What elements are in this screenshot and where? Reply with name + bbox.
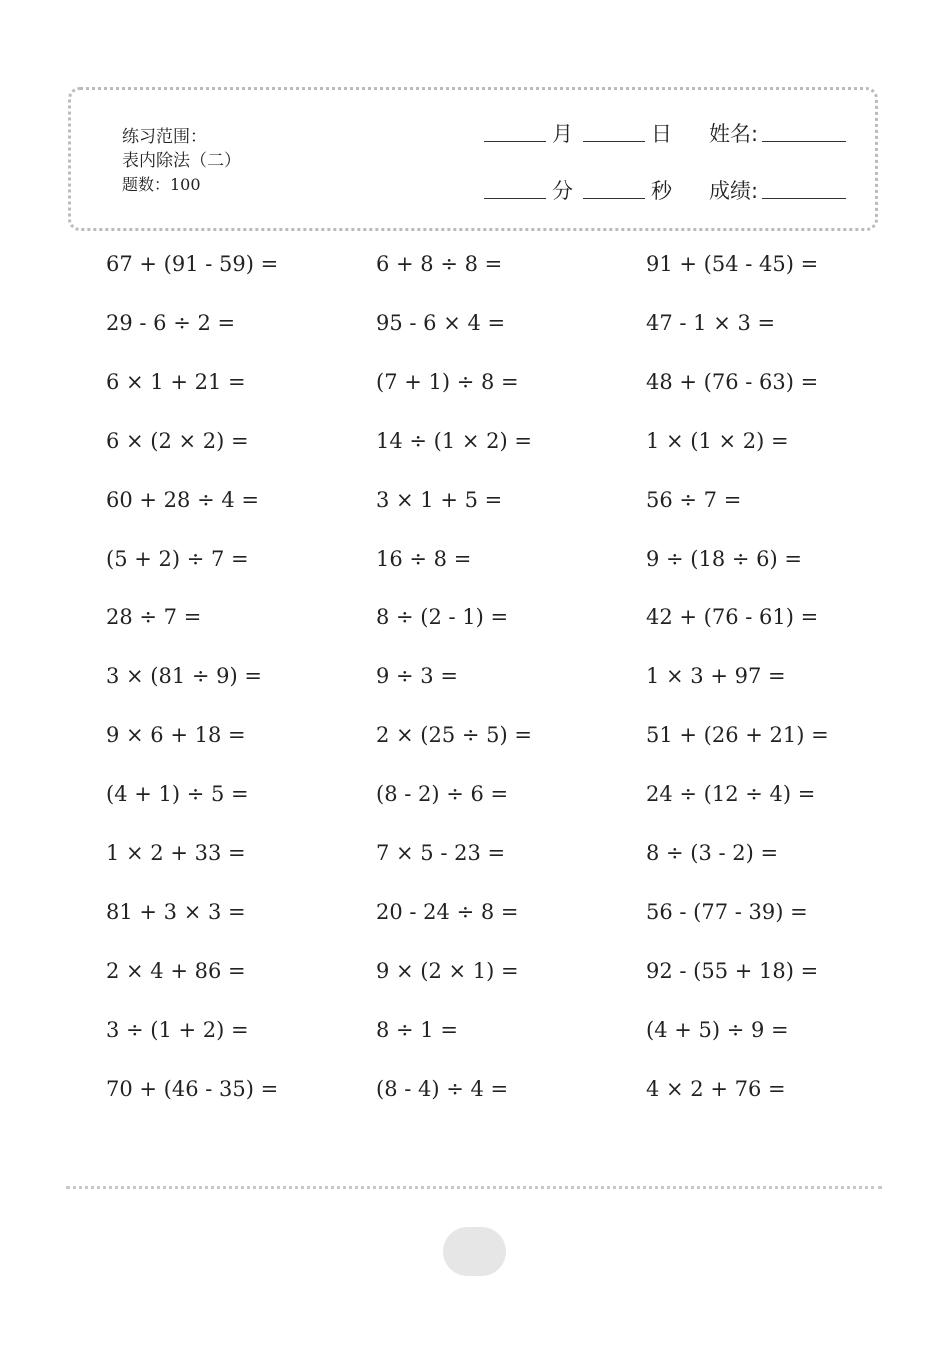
problem-item: 51 + (26 + 21) = bbox=[646, 723, 829, 748]
problem-item: (7 + 1) ÷ 8 = bbox=[376, 369, 519, 394]
second-label: 秒 bbox=[651, 179, 672, 203]
problem-item: 8 ÷ 1 = bbox=[376, 1017, 458, 1042]
worksheet-info bbox=[122, 125, 241, 197]
problem-item: 4 × 2 + 76 = bbox=[646, 1076, 786, 1101]
minute-blank[interactable] bbox=[484, 197, 546, 199]
problem-item: 2 × (25 ÷ 5) = bbox=[376, 723, 532, 748]
problem-item: 8 ÷ (2 - 1) = bbox=[376, 605, 509, 630]
month-label: 月 bbox=[552, 122, 573, 146]
name-label: 姓名: bbox=[709, 122, 759, 146]
range-label: 练习范围： bbox=[122, 127, 207, 147]
month-field[interactable] bbox=[484, 118, 579, 148]
problem-item: 48 + (76 - 63) = bbox=[646, 369, 819, 394]
problem-item: 3 × 1 + 5 = bbox=[376, 487, 503, 512]
problem-item: 8 ÷ (3 - 2) = bbox=[646, 841, 779, 865]
problem-item: 3 × (81 ÷ 9) = bbox=[106, 664, 262, 689]
problem-item: 1 × 2 + 33 = bbox=[106, 841, 246, 865]
problem-item: (4 + 5) ÷ 9 = bbox=[646, 1017, 789, 1042]
problem-item: (8 - 4) ÷ 4 = bbox=[376, 1076, 509, 1101]
problem-item: 42 + (76 - 61) = bbox=[646, 605, 819, 630]
problem-item: 28 ÷ 7 = bbox=[106, 605, 202, 630]
problem-item: 2 × 4 + 86 = bbox=[106, 958, 246, 983]
day-label: 日 bbox=[651, 122, 672, 146]
problem-item: 9 × (2 × 1) = bbox=[376, 958, 519, 983]
problem-item: 9 ÷ (18 ÷ 6) = bbox=[646, 546, 802, 571]
problem-item: 95 - 6 × 4 = bbox=[376, 310, 506, 335]
name-field[interactable] bbox=[709, 118, 852, 148]
minute-label: 分 bbox=[552, 179, 573, 203]
problem-item: 56 ÷ 7 = bbox=[646, 487, 742, 512]
problem-item: 56 - (77 - 39) = bbox=[646, 899, 808, 924]
day-blank[interactable] bbox=[583, 140, 645, 142]
problem-item: 91 + (54 - 45) = bbox=[646, 252, 819, 276]
problem-item: 9 ÷ 3 = bbox=[376, 664, 458, 689]
second-field[interactable] bbox=[583, 175, 678, 205]
problem-item: 20 - 24 ÷ 8 = bbox=[376, 899, 519, 924]
range-value: 表内除法（二） bbox=[122, 151, 241, 171]
problem-item: 24 ÷ (12 ÷ 4) = bbox=[646, 782, 816, 807]
problem-item: 1 × (1 × 2) = bbox=[646, 428, 789, 453]
problem-item: 7 × 5 - 23 = bbox=[376, 841, 506, 865]
problem-item: 6 + 8 ÷ 8 = bbox=[376, 252, 503, 276]
problem-item: 60 + 28 ÷ 4 = bbox=[106, 487, 259, 512]
day-field[interactable] bbox=[583, 118, 678, 148]
name-blank[interactable] bbox=[762, 140, 846, 142]
score-label: 成绩: bbox=[709, 179, 759, 203]
second-blank[interactable] bbox=[583, 197, 645, 199]
problem-item: 1 × 3 + 97 = bbox=[646, 664, 786, 689]
problem-item: 14 ÷ (1 × 2) = bbox=[376, 428, 532, 453]
problem-item: 81 + 3 × 3 = bbox=[106, 899, 246, 924]
score-field[interactable] bbox=[709, 175, 852, 205]
footer-divider bbox=[66, 1186, 882, 1189]
problem-item: (4 + 1) ÷ 5 = bbox=[106, 782, 249, 807]
problem-item: (5 + 2) ÷ 7 = bbox=[106, 546, 249, 571]
problem-item: 67 + (91 - 59) = bbox=[106, 252, 279, 276]
score-blank[interactable] bbox=[762, 197, 846, 199]
problem-item: 47 - 1 × 3 = bbox=[646, 310, 776, 335]
page-number-badge bbox=[443, 1227, 506, 1276]
problem-item: 92 - (55 + 18) = bbox=[646, 958, 819, 983]
problem-item: 16 ÷ 8 = bbox=[376, 546, 472, 571]
problem-item: 29 - 6 ÷ 2 = bbox=[106, 310, 236, 335]
problem-item: 3 ÷ (1 + 2) = bbox=[106, 1017, 249, 1042]
problem-item: 70 + (46 - 35) = bbox=[106, 1076, 279, 1101]
problem-count: 题数：100 bbox=[122, 175, 201, 194]
minute-field[interactable] bbox=[484, 175, 579, 205]
problem-item: 9 × 6 + 18 = bbox=[106, 723, 246, 748]
problem-item: 6 × 1 + 21 = bbox=[106, 369, 246, 394]
problem-item: (8 - 2) ÷ 6 = bbox=[376, 782, 509, 807]
month-blank[interactable] bbox=[484, 140, 546, 142]
problem-item: 6 × (2 × 2) = bbox=[106, 428, 249, 453]
